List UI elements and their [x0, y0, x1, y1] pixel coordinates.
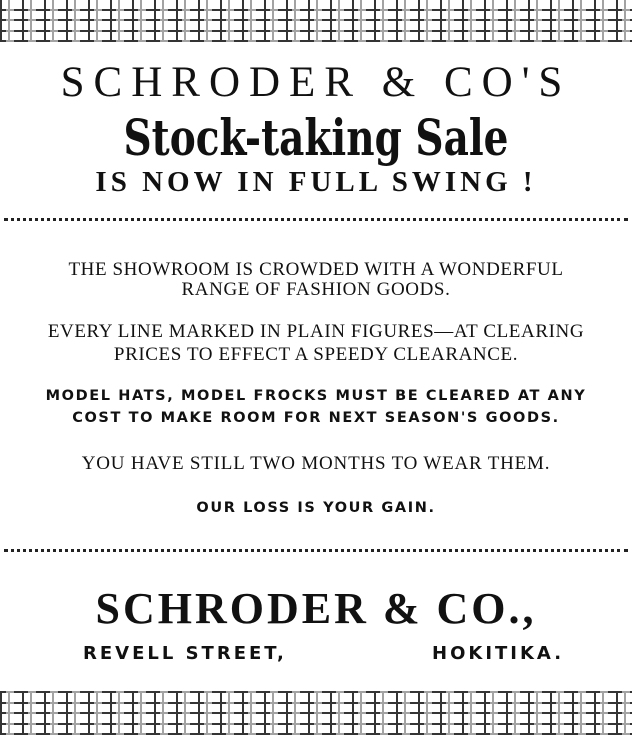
- decorative-border-top: [0, 0, 632, 42]
- paragraph-line: RANGE OF FASHION GOODS.: [181, 279, 451, 300]
- slogan: OUR LOSS IS YOUR GAIN.: [196, 500, 436, 516]
- paragraph-line: YOU HAVE STILL TWO MONTHS TO WEAR THEM.: [81, 453, 551, 474]
- street-address: REVELL STREET,: [83, 643, 287, 664]
- town-name: HOKITIKA.: [432, 643, 565, 664]
- footer-store-name: SCHRODER & CO.,: [95, 584, 537, 633]
- dotted-divider: [4, 218, 628, 221]
- dotted-divider: [4, 549, 628, 552]
- sale-status: IS NOW IN FULL SWING !: [95, 166, 537, 198]
- paragraph-line: MODEL HATS, MODEL FROCKS MUST BE CLEARED AT ANY: [45, 388, 587, 404]
- paragraph-line: PRICES TO EFFECT A SPEEDY CLEARANCE.: [113, 344, 519, 365]
- advert-heading: SCHRODER & CO'S: [60, 59, 572, 106]
- decorative-border-bottom: [0, 691, 632, 735]
- paragraph-line: THE SHOWROOM IS CROWDED WITH A WONDERFUL: [68, 259, 564, 280]
- paragraph-line: EVERY LINE MARKED IN PLAIN FIGURES—AT CLEARING: [47, 321, 585, 342]
- paragraph-line: COST TO MAKE ROOM FOR NEXT SEASON'S GOODS.: [72, 410, 560, 426]
- sale-title: Stock-taking Sale: [123, 108, 509, 167]
